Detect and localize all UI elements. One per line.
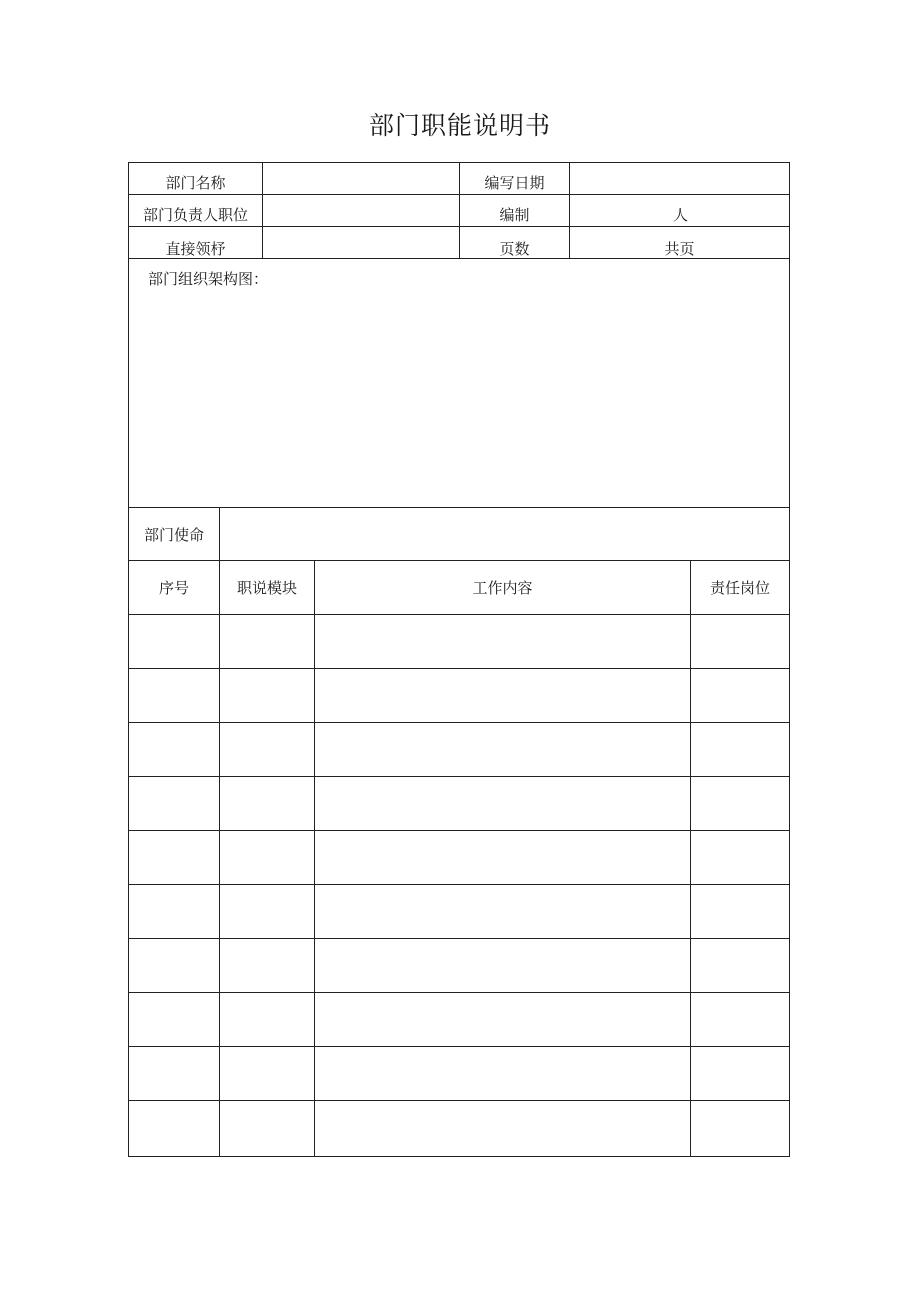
table-cell-responsible-post[interactable] (691, 831, 789, 884)
pages-field[interactable]: 共页 (664, 239, 695, 258)
table-cell-module[interactable] (220, 1047, 314, 1100)
table-cell-responsible-post[interactable] (691, 615, 789, 668)
dept-name-field[interactable] (263, 163, 459, 194)
table-cell-work-content[interactable] (315, 777, 690, 830)
table-cell-module[interactable] (220, 993, 314, 1046)
org-chart-label: 部门组织架构图： (148, 270, 269, 288)
table-cell-work-content[interactable] (315, 993, 690, 1046)
table-cell-index[interactable] (129, 723, 219, 776)
table-cell-index[interactable] (129, 1101, 219, 1156)
table-cell-index[interactable] (129, 939, 219, 992)
head-position-field[interactable] (263, 195, 459, 226)
table-cell-responsible-post[interactable] (691, 723, 789, 776)
table-cell-module[interactable] (220, 831, 314, 884)
mission-field[interactable] (220, 508, 789, 560)
staffing-label: 编制 (499, 205, 530, 224)
column-header-index: 序号 (158, 579, 189, 597)
table-cell-work-content[interactable] (315, 1101, 690, 1156)
table-cell-module[interactable] (220, 885, 314, 938)
direct-superior-label: 直接领杼 (165, 239, 226, 258)
table-cell-responsible-post[interactable] (691, 885, 789, 938)
table-cell-responsible-post[interactable] (691, 1101, 789, 1156)
table-cell-module[interactable] (220, 723, 314, 776)
table-cell-work-content[interactable] (315, 669, 690, 722)
table-cell-work-content[interactable] (315, 885, 690, 938)
table-cell-work-content[interactable] (315, 831, 690, 884)
table-cell-index[interactable] (129, 831, 219, 884)
column-header-responsible-post: 责任岗位 (709, 579, 770, 597)
table-cell-module[interactable] (220, 615, 314, 668)
table-cell-responsible-post[interactable] (691, 777, 789, 830)
table-cell-work-content[interactable] (315, 939, 690, 992)
dept-name-label: 部门名称 (165, 173, 226, 192)
table-cell-index[interactable] (129, 993, 219, 1046)
table-cell-work-content[interactable] (315, 1047, 690, 1100)
table-cell-work-content[interactable] (315, 723, 690, 776)
table-cell-module[interactable] (220, 1101, 314, 1156)
table-cell-responsible-post[interactable] (691, 939, 789, 992)
table-cell-responsible-post[interactable] (691, 993, 789, 1046)
pages-label: 页数 (499, 239, 530, 258)
org-chart-area[interactable] (129, 295, 789, 506)
table-cell-index[interactable] (129, 885, 219, 938)
table-cell-index[interactable] (129, 615, 219, 668)
column-header-module: 职说模块 (236, 579, 297, 597)
head-position-label: 部门负责人职位 (142, 205, 248, 224)
table-cell-module[interactable] (220, 939, 314, 992)
direct-superior-field[interactable] (263, 227, 459, 258)
table-cell-responsible-post[interactable] (691, 669, 789, 722)
write-date-field[interactable] (570, 163, 789, 194)
table-cell-index[interactable] (129, 669, 219, 722)
page-title: 部门职能说明书 (368, 111, 551, 140)
table-cell-responsible-post[interactable] (691, 1047, 789, 1100)
write-date-label: 编写日期 (484, 173, 545, 192)
table-cell-index[interactable] (129, 777, 219, 830)
staffing-field[interactable]: 人 (672, 205, 688, 224)
table-cell-module[interactable] (220, 669, 314, 722)
mission-label: 部门使命 (143, 525, 204, 544)
table-cell-work-content[interactable] (315, 615, 690, 668)
table-cell-module[interactable] (220, 777, 314, 830)
column-header-work-content: 工作内容 (472, 579, 533, 597)
table-cell-index[interactable] (129, 1047, 219, 1100)
